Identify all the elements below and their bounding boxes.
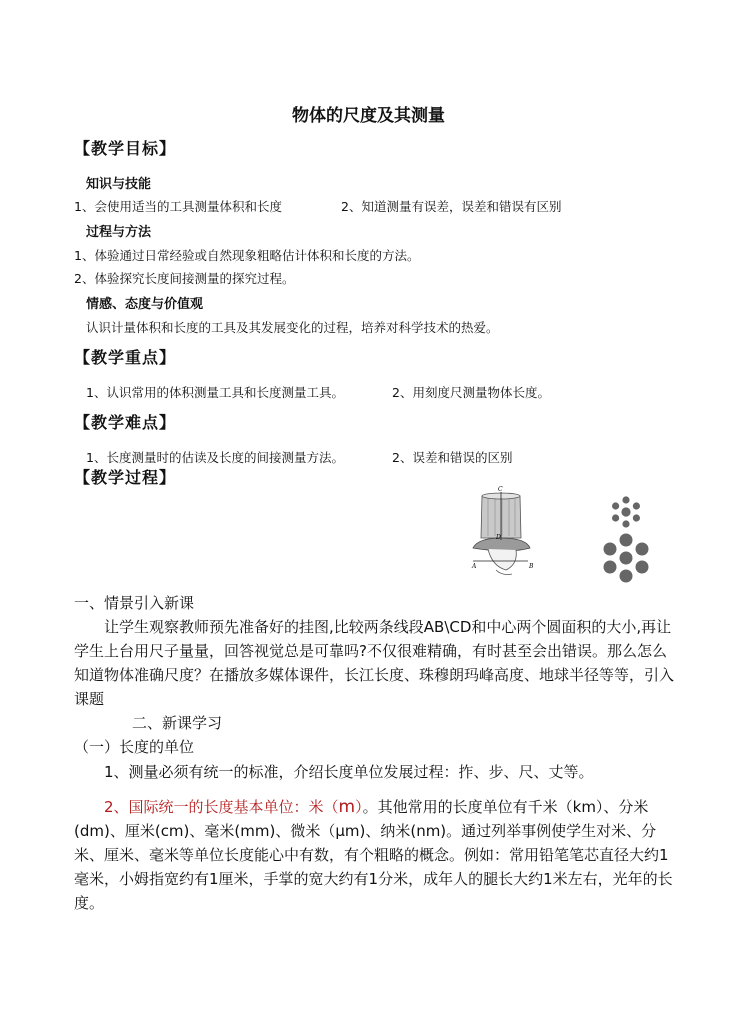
difficulties-heading: 【教学难点】 [74, 413, 177, 432]
label-a: A [472, 563, 477, 570]
label-d: D [496, 534, 501, 541]
point-2-unit-m: m [338, 797, 356, 817]
emotion-heading: 情感、态度与价值观 [86, 297, 204, 312]
point-1: 1、测量必须有统一的标准，介绍长度单位发展过程：拃、步、尺、丈等。 [104, 763, 594, 781]
key-point-2: 2、用刻度尺测量物体长度。 [392, 385, 550, 400]
process-heading: 【教学过程】 [74, 468, 177, 487]
key-points-heading: 【教学重点】 [74, 348, 177, 367]
label-b: B [529, 563, 534, 570]
objectives-heading: 【教学目标】 [74, 139, 177, 158]
label-c: C [498, 486, 503, 493]
point-2-red-close: ） [355, 798, 363, 816]
section1-paragraph: 让学生观察教师预先准备好的挂图,比较两条线段AB\CD和中心两个圆面积的大小,再让学生上台用尺子量量，回答视觉总是可靠吗?不仅很难精确，有时甚至会出错误。那么怎么知道物体准确尺度？在播放多媒体课件，长江长度、珠穆朗玛峰高度、地球半径等等，引入课题 [74, 618, 675, 708]
process-method-item-2: 2、体验探究长度间接测量的探究过程。 [74, 271, 295, 286]
emotion-text: 认识计量体积和长度的工具及其发展变化的过程，培养对科学技术的热爱。 [86, 320, 499, 335]
point-2-paragraph [74, 795, 674, 915]
point-2-body: 。其他常用的长度单位有千米（km）、分米(dm)、厘米(cm)、毫米(mm)、微米（μm)、纳米(nm)。通过列举事例使学生对米、分米、厘米、毫米等单位长度能心中有数，有个粗略的概念。例如：常用铅笔笔芯直径大约1毫米，小姆指宽约有1厘米，手掌的宽大约有1分米，成年人的腿长大约1米左右，光年的长度。 [74, 798, 673, 912]
process-method-item-1: 1、体验通过日常经验或自然现象粗略估计体积和长度的方法。 [74, 248, 420, 263]
difficulty-1: 1、长度测量时的估读及长度的间接测量方法。 [86, 450, 344, 465]
page-title: 物体的尺度及其测量 [292, 106, 445, 126]
key-point-1: 1、认识常用的体积测量工具和长度测量工具。 [86, 385, 344, 400]
section2-heading: 二、新课学习 [132, 714, 223, 732]
knowledge-item-2: 2、知道测量有误差，误差和错误有区别 [341, 199, 562, 214]
subsection1-heading: （一）长度的单位 [74, 738, 195, 756]
circle-illusion-figure [590, 490, 662, 590]
hat-illusion-figure [468, 486, 544, 576]
difficulty-2: 2、误差和错误的区别 [392, 450, 513, 465]
process-method-heading: 过程与方法 [86, 225, 152, 240]
knowledge-item-1: 1、会使用适当的工具测量体积和长度 [74, 199, 282, 214]
knowledge-heading: 知识与技能 [86, 177, 152, 192]
section1-heading: 一、情景引入新课 [74, 594, 195, 612]
point-2-red-text: 2、国际统一的长度基本单位：米（ [104, 798, 339, 816]
